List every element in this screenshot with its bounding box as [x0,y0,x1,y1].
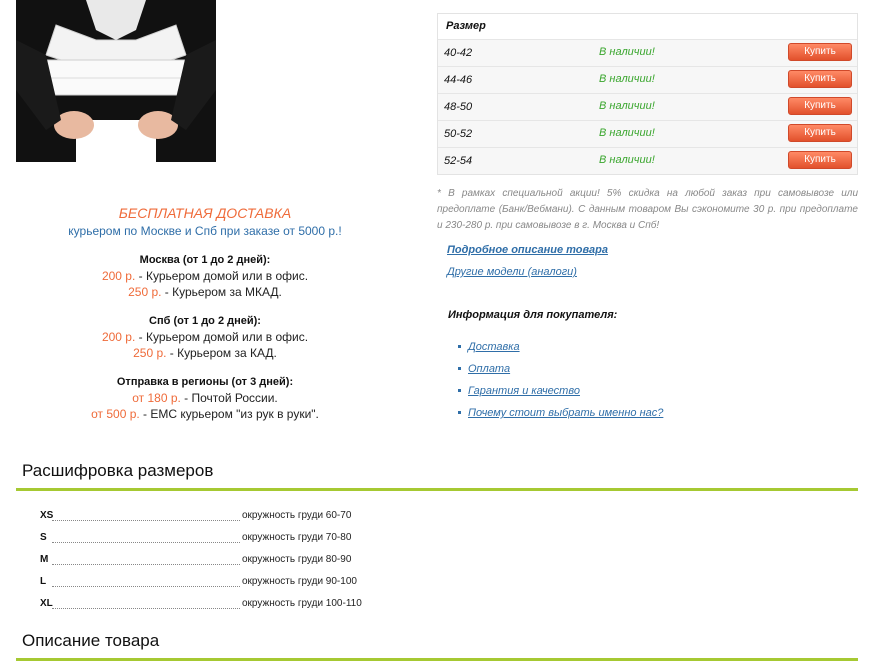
size-code: M [40,554,49,565]
table-row [438,66,857,93]
delivery-line [40,390,370,406]
product-links [447,243,608,279]
size-code: XL [40,598,53,609]
bullet-icon [458,411,461,414]
description-section-title: Описание товара [22,631,160,650]
delivery-text: - ЕМС курьером "из рук в руки". [139,407,319,421]
free-delivery-subtitle: курьером по Москве и Спб при заказе от 5000 р.! [68,224,342,238]
size-label: 50-52 [444,128,473,140]
list-item [458,385,663,407]
delivery-line [40,345,370,361]
size-table-header: Размер [438,14,857,39]
delivery-text: - Курьером домой или в офис. [135,269,309,283]
size-label: 48-50 [444,101,473,113]
other-models-link[interactable]: Другие модели (аналоги) [447,266,577,278]
buy-button[interactable]: Купить [788,43,852,61]
delivery-line [40,268,370,284]
size-desc: окружность груди 90-100 [242,576,357,587]
buy-button[interactable]: Купить [788,124,852,142]
size-legend-row [38,553,378,575]
info-link-why-us[interactable]: Почему стоит выбрать именно нас? [468,407,664,419]
size-label: 40-42 [444,47,473,59]
size-label: 44-46 [444,74,473,86]
size-legend-row [38,509,378,531]
size-table [437,13,858,175]
delivery-group-title-spb: Спб (от 1 до 2 дней): [149,315,261,327]
info-link-delivery[interactable]: Доставка [468,341,520,353]
promo-note: * В рамках специальной акции! 5% скидка на любой заказ при самовывозе или предоплате (Банк/Вебмани). С данным товаром Вы сэкономите 30 р. при предоплате и 230-280 р. при самовывозе в г. Москва и Спб! [437,188,858,231]
delivery-price: от 500 р. [91,407,140,421]
buy-button[interactable]: Купить [788,97,852,115]
buyer-info-list [458,341,663,429]
section-divider [16,658,858,661]
table-row [438,39,857,66]
delivery-info [40,203,370,422]
size-legend [38,509,378,619]
description-section-header [16,629,858,661]
delivery-price: 200 р. [101,269,136,283]
info-link-payment[interactable]: Оплата [468,363,511,375]
delivery-line [40,406,370,422]
delivery-price: 250 р. [133,346,167,360]
bullet-icon [458,345,461,348]
delivery-text: - Курьером домой или в офис. [135,330,309,344]
delivery-text: - Курьером за КАД. [166,346,277,360]
delivery-group-title-moscow: Москва (от 1 до 2 дней): [139,254,271,266]
dotted-leader [52,542,240,543]
delivery-price: 200 р. [101,330,136,344]
bullet-icon [458,389,461,392]
list-item [458,407,663,429]
table-row [438,147,857,174]
sizes-section-header [16,459,858,491]
size-legend-row [38,531,378,553]
size-desc: окружность груди 60-70 [242,510,352,521]
section-divider [16,488,858,491]
buyer-info-title: Информация для покупателя: [448,309,618,321]
dotted-leader [52,520,240,521]
delivery-text: - Почтой России. [180,391,278,405]
buy-button[interactable]: Купить [788,151,852,169]
product-photo-illustration [16,0,216,162]
delivery-text: - Курьером за МКАД. [161,285,282,299]
stock-status: В наличии! [599,127,655,139]
delivery-price: от 180 р. [132,391,181,405]
bullet-icon [458,367,461,370]
stock-status: В наличии! [599,46,655,58]
delivery-price: 250 р. [128,285,162,299]
size-desc: окружность груди 70-80 [242,532,352,543]
size-code: S [40,532,47,543]
list-item [458,341,663,363]
delivery-group-title-regions: Отправка в регионы (от 3 дней): [116,376,294,388]
stock-status: В наличии! [599,100,655,112]
dotted-leader [52,564,240,565]
dotted-leader [52,608,240,609]
size-desc: окружность груди 80-90 [242,554,352,565]
stock-status: В наличии! [599,154,655,166]
dotted-leader [52,586,240,587]
table-row [438,93,857,120]
size-legend-row [38,597,378,619]
delivery-line [40,284,370,300]
size-code: XS [40,510,54,521]
product-description-link[interactable]: Подробное описание товара [447,244,608,256]
buy-button[interactable]: Купить [788,70,852,88]
list-item [458,363,663,385]
sizes-section-title: Расшифровка размеров [22,461,214,480]
stock-status: В наличии! [599,73,655,85]
free-delivery-title: БЕСПЛАТНАЯ ДОСТАВКА [118,205,292,221]
delivery-line [40,329,370,345]
table-row [438,120,857,147]
product-image [16,0,216,162]
info-link-warranty[interactable]: Гарантия и качество [468,385,580,397]
size-code: L [40,576,47,587]
size-label: 52-54 [444,155,473,167]
size-desc: окружность груди 100-110 [242,598,362,609]
size-legend-row [38,575,378,597]
